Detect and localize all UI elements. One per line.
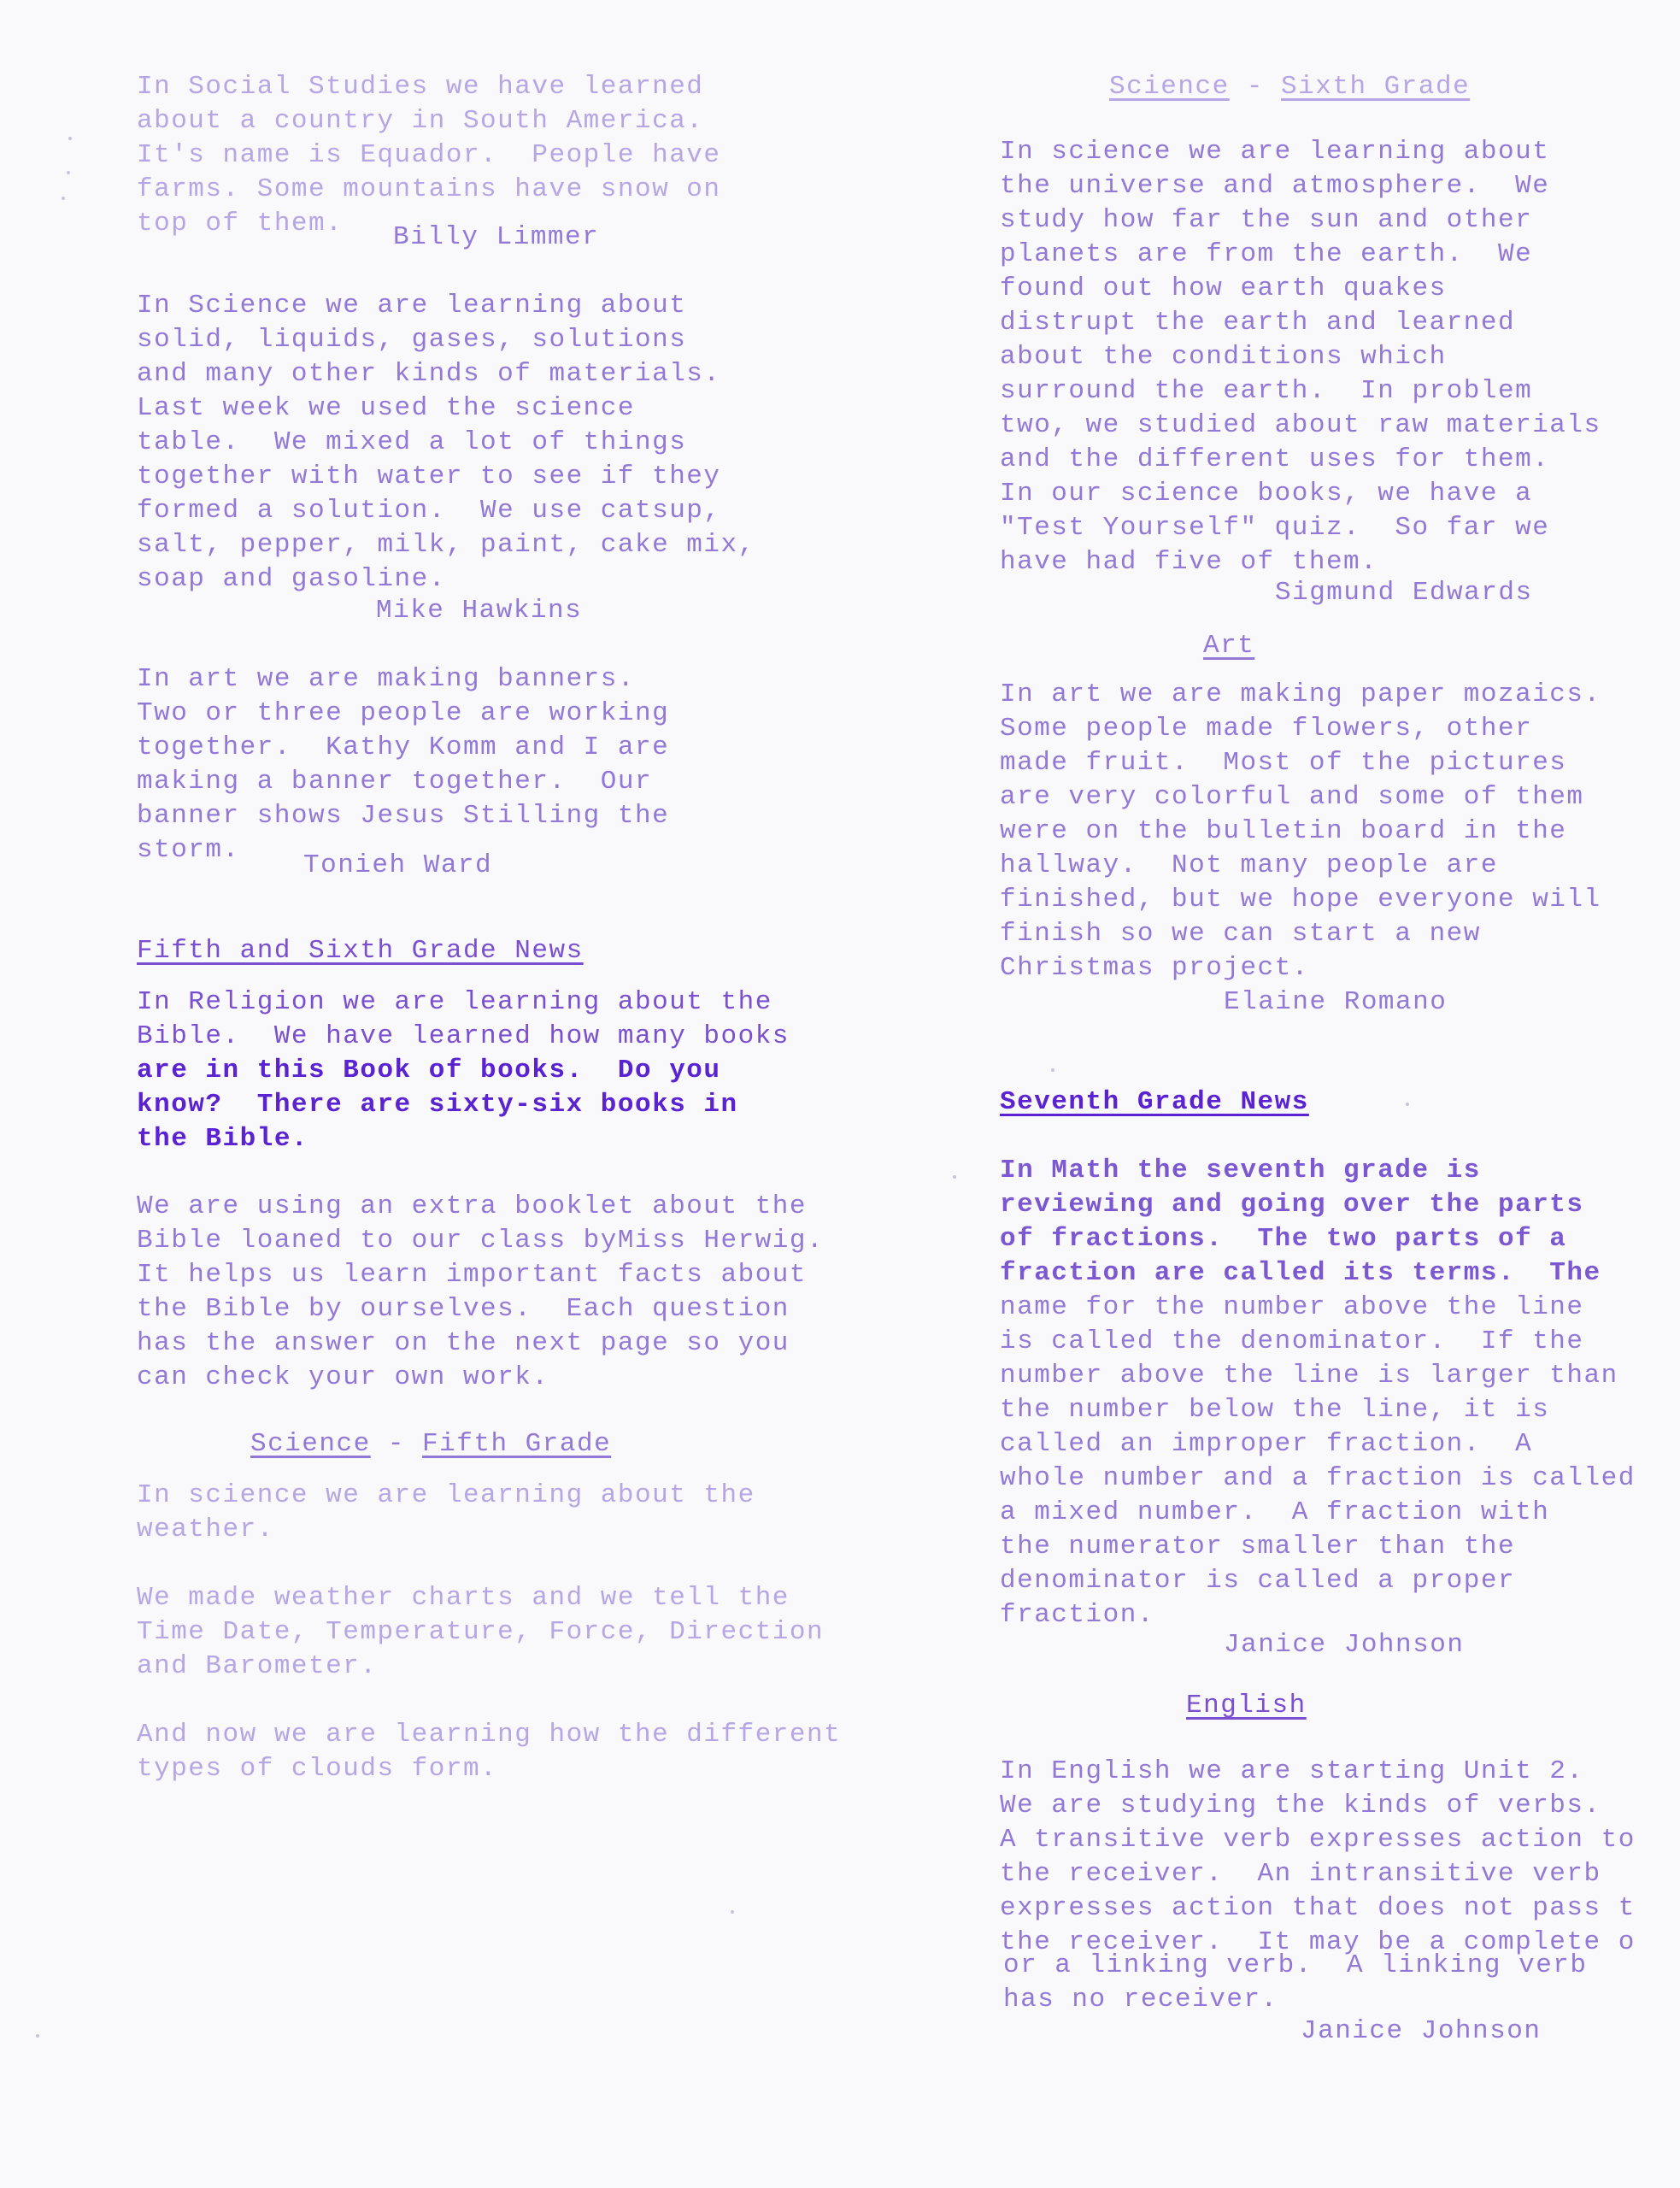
booklet-paragraph: We are using an extra booklet about the Bible loaned to our class byMiss Herwig. It helps us learn important facts about the Bible by ourselves. Each question has the answer on the next page so you can check your own work.: [137, 1191, 825, 1392]
science-fifth-paragraph-3: And now we are learning how the different types of clouds form.: [137, 1720, 842, 1784]
science-sixth-paragraph: In science we are learning about the universe and atmosphere. We study how far the sun and other planets are from the earth. We found out how earth quakes distrupt the earth and learned about the conditions which surround the earth. In problem two, we studied about raw materials and the different uses for them. In our science books, we have a "Test Yourself" quiz. So far we have had five of them.: [1000, 137, 1601, 577]
english-paragraph-2: or a linking verb. A linking verb has no receiver.: [1003, 1950, 1588, 2014]
english-paragraph-1: In English we are starting Unit 2. We are studying the kinds of verbs. A transitive verb expresses action to the receiver. An intransitive verb expresses action that does not pass t the receiver. It may be a complete o: [1000, 1756, 1636, 1957]
science-sixth-grade-heading: [1109, 70, 1470, 104]
paper-speck: [62, 197, 65, 200]
science-sixth-heading-separator: -: [1229, 72, 1282, 102]
math-paragraph-dark: In Math the seventh grade is reviewing and going over the parts of fractions. The two parts of a fraction are called its terms. The: [1000, 1156, 1601, 1288]
science-fifth-grade-heading: [250, 1427, 611, 1462]
science-sixth-heading-subject: Science: [1109, 72, 1230, 102]
science-fifth-paragraph-1: In science we are learning about the weather.: [137, 1480, 755, 1544]
english-author: Janice Johnson: [1301, 2016, 1542, 2046]
science-materials-author: Mike Hawkins: [376, 596, 583, 626]
science-fifth-heading-separator: -: [370, 1429, 423, 1459]
social-studies-paragraph: In Social Studies we have learned about a country in South America. It's name is Equador. People have farms. Some mountains have snow on top of them.: [137, 72, 721, 238]
paper-speck: [1051, 1068, 1054, 1072]
science-sixth-heading-grade: Sixth Grade: [1281, 72, 1471, 102]
science-sixth-author: Sigmund Edwards: [1275, 578, 1533, 608]
science-fifth-heading-subject: Science: [250, 1429, 371, 1459]
religion-paragraph-light: In Religion we are learning about the Bible. We have learned how many books: [137, 987, 790, 1051]
fifth-sixth-grade-heading: Fifth and Sixth Grade News: [137, 936, 584, 966]
social-studies-author: Billy Limmer: [393, 222, 600, 252]
paper-speck: [67, 171, 70, 174]
seventh-grade-heading: Seventh Grade News: [1000, 1087, 1309, 1117]
math-author: Janice Johnson: [1224, 1630, 1465, 1660]
art-heading: Art: [1203, 631, 1255, 661]
religion-paragraph-bold: are in this Book of books. Do you know? There are sixty-six books in the Bible.: [137, 1056, 738, 1154]
science-fifth-heading-grade: Fifth Grade: [422, 1429, 612, 1459]
math-paragraph-light: name for the number above the line is called the denominator. If the number above the line is larger than the number below the line, it is called an improper fraction. A whole number and a fraction is called a mixed number. A fraction with the numerator smaller than the denominator is called a proper fraction.: [1000, 1292, 1636, 1630]
art-paragraph: In art we are making paper mozaics. Some people made flowers, other made fruit. Most of the pictures are very colorful and some of them were on the bulletin board in the hallway. Not many people are finished, but we hope everyone will finish so we can start a new Christmas project.: [1000, 679, 1601, 983]
science-materials-paragraph: In Science we are learning about solid, liquids, gases, solutions and many other kinds of materials. Last week we used the science table. We mixed a lot of things together with water to see if they formed a solution. We use catsup, salt, pepper, milk, paint, cake mix, soap and gasoline.: [137, 291, 755, 594]
paper-speck: [731, 1910, 734, 1914]
paper-speck: [68, 137, 72, 140]
paper-speck: [36, 2034, 39, 2038]
art-banners-paragraph: In art we are making banners. Two or three people are working together. Kathy Komm and I are making a banner together. Our banner shows Jesus Stilling the storm.: [137, 664, 670, 865]
art-banners-author: Tonieh Ward: [303, 850, 493, 880]
art-author: Elaine Romano: [1224, 987, 1448, 1017]
paper-speck: [953, 1175, 956, 1179]
english-heading: English: [1186, 1691, 1307, 1720]
paper-speck: [1406, 1103, 1409, 1106]
science-fifth-paragraph-2: We made weather charts and we tell the Time Date, Temperature, Force, Direction and Barometer.: [137, 1583, 825, 1681]
